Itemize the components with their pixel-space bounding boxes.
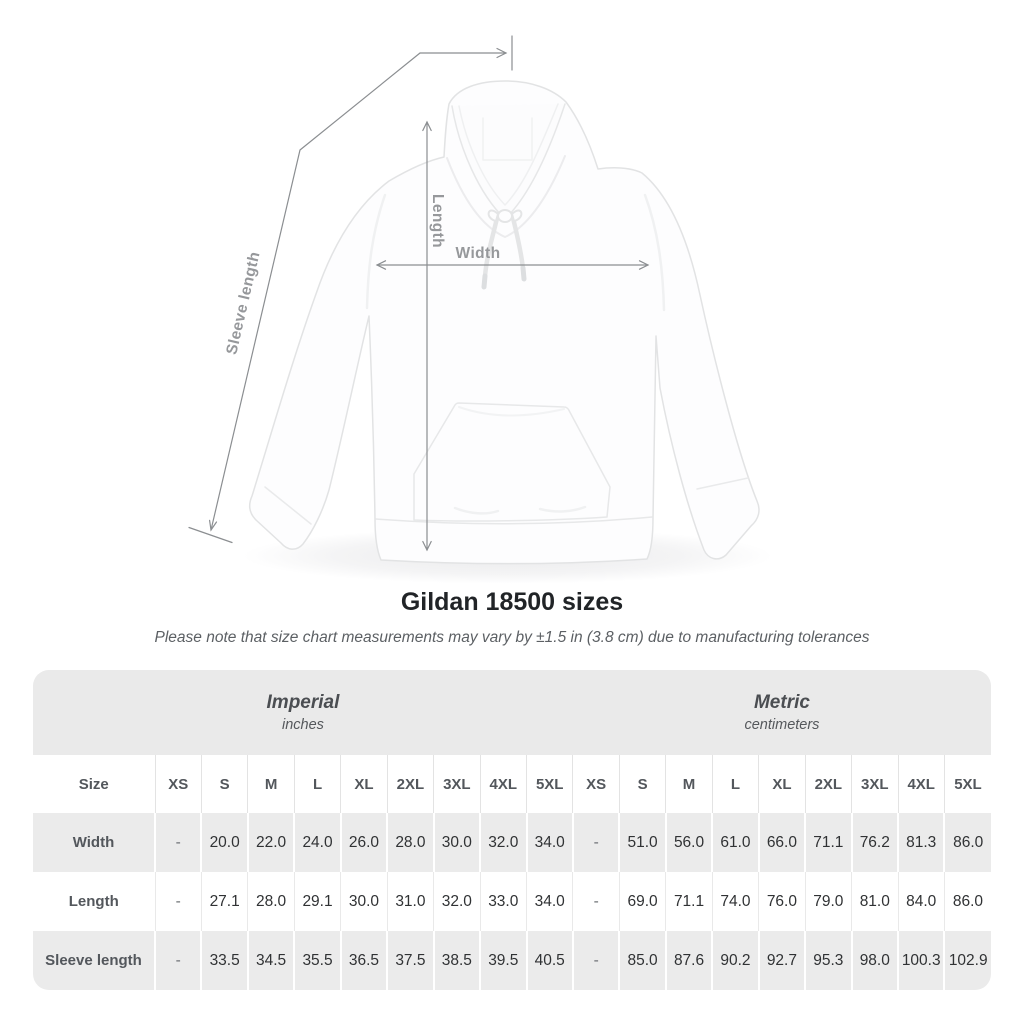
metric-label: Metric xyxy=(753,692,810,714)
value-cell: 74.0 xyxy=(712,872,758,931)
value-cell: 31.0 xyxy=(387,872,433,931)
metric-unit: centimeters xyxy=(744,716,820,733)
value-cell: 34.0 xyxy=(527,813,573,872)
value-cell: 76.0 xyxy=(759,872,805,931)
value-cell: 90.2 xyxy=(712,931,758,990)
value-cell: 71.1 xyxy=(805,813,851,872)
value-cell: - xyxy=(155,931,201,990)
value-cell: 26.0 xyxy=(341,813,387,872)
value-cell: 24.0 xyxy=(294,813,340,872)
value-cell: 38.5 xyxy=(434,931,480,990)
imperial-label: Imperial xyxy=(266,692,340,714)
size-header: XL xyxy=(759,755,805,813)
metric-header xyxy=(573,670,991,755)
size-header: 2XL xyxy=(387,755,433,813)
value-cell: 86.0 xyxy=(944,813,991,872)
value-cell: - xyxy=(573,813,619,872)
value-cell: 29.1 xyxy=(294,872,340,931)
hoodie-illustration xyxy=(250,81,759,564)
value-cell: 95.3 xyxy=(805,931,851,990)
size-header: M xyxy=(666,755,712,813)
size-header: 4XL xyxy=(480,755,526,813)
value-cell: 56.0 xyxy=(666,813,712,872)
size-header: 5XL xyxy=(527,755,573,813)
table-row-sleeve-length xyxy=(33,931,991,990)
imperial-unit: inches xyxy=(282,716,324,733)
value-cell: 92.7 xyxy=(759,931,805,990)
value-cell: 32.0 xyxy=(434,872,480,931)
size-table xyxy=(33,670,991,990)
value-cell: 34.0 xyxy=(527,872,573,931)
value-cell: 30.0 xyxy=(434,813,480,872)
row-label: Length xyxy=(33,872,155,931)
table-row-length xyxy=(33,872,991,931)
row-label: Width xyxy=(33,813,155,872)
value-cell: 86.0 xyxy=(944,872,991,931)
value-cell: 85.0 xyxy=(619,931,665,990)
imperial-header xyxy=(33,670,573,755)
value-cell: 51.0 xyxy=(619,813,665,872)
size-header: 4XL xyxy=(898,755,944,813)
drawstring-knot xyxy=(489,210,522,222)
value-cell: 22.0 xyxy=(248,813,294,872)
value-cell: - xyxy=(573,931,619,990)
value-cell: 35.5 xyxy=(294,931,340,990)
value-cell: 30.0 xyxy=(341,872,387,931)
size-header: 5XL xyxy=(944,755,991,813)
value-cell: - xyxy=(573,872,619,931)
size-column-header: Size xyxy=(33,755,155,813)
value-cell: 81.3 xyxy=(898,813,944,872)
value-cell: 66.0 xyxy=(759,813,805,872)
size-header: XL xyxy=(341,755,387,813)
value-cell: 81.0 xyxy=(852,872,898,931)
value-cell: 32.0 xyxy=(480,813,526,872)
value-cell: 33.0 xyxy=(480,872,526,931)
value-cell: 102.9 xyxy=(944,931,991,990)
value-cell: 34.5 xyxy=(248,931,294,990)
sleeve-length-label: Sleeve length xyxy=(223,249,264,357)
value-cell: - xyxy=(155,872,201,931)
length-label: Length xyxy=(429,193,446,249)
value-cell: 100.3 xyxy=(898,931,944,990)
value-cell: 33.5 xyxy=(201,931,247,990)
unit-header-row xyxy=(33,670,991,755)
size-header-row xyxy=(33,755,991,813)
value-cell: 27.1 xyxy=(201,872,247,931)
value-cell: 61.0 xyxy=(712,813,758,872)
width-label: Width xyxy=(455,245,501,262)
value-cell: 40.5 xyxy=(527,931,573,990)
page-title: Gildan 18500 sizes xyxy=(400,588,624,616)
size-header: XS xyxy=(155,755,201,813)
size-header: S xyxy=(619,755,665,813)
value-cell: 69.0 xyxy=(619,872,665,931)
value-cell: 28.0 xyxy=(248,872,294,931)
value-cell: 98.0 xyxy=(852,931,898,990)
size-header: XS xyxy=(573,755,619,813)
value-cell: 20.0 xyxy=(201,813,247,872)
value-cell: 71.1 xyxy=(666,872,712,931)
size-header: S xyxy=(201,755,247,813)
size-header: L xyxy=(294,755,340,813)
hoodie-measurement-diagram xyxy=(150,20,810,620)
size-header: 3XL xyxy=(434,755,480,813)
value-cell: - xyxy=(155,813,201,872)
size-header: 2XL xyxy=(805,755,851,813)
size-header: 3XL xyxy=(852,755,898,813)
value-cell: 28.0 xyxy=(387,813,433,872)
value-cell: 87.6 xyxy=(666,931,712,990)
tolerance-note: Please note that size chart measurements may vary by ±1.5 in (3.8 cm) due to manufacturing tolerances xyxy=(154,629,870,646)
value-cell: 39.5 xyxy=(480,931,526,990)
size-header: L xyxy=(712,755,758,813)
value-cell: 84.0 xyxy=(898,872,944,931)
row-label: Sleeve length xyxy=(33,931,155,990)
value-cell: 79.0 xyxy=(805,872,851,931)
table-row-width xyxy=(33,813,991,872)
value-cell: 76.2 xyxy=(852,813,898,872)
value-cell: 36.5 xyxy=(341,931,387,990)
value-cell: 37.5 xyxy=(387,931,433,990)
size-header: M xyxy=(248,755,294,813)
